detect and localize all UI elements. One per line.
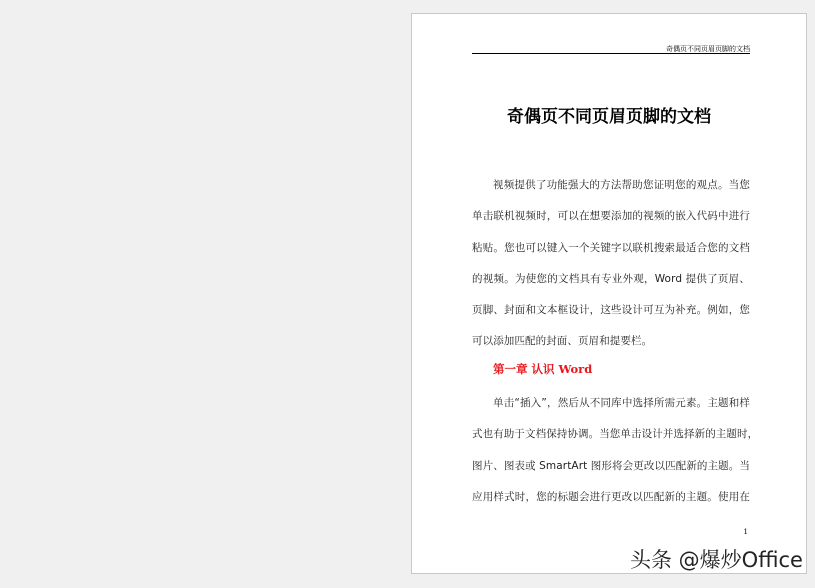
paragraph-line: 的视频。为使您的文档具有专业外观，Word 提供了页眉、 xyxy=(472,273,750,285)
paragraph-line: 单击联机视频时，可以在想要添加的视频的嵌入代码中进行 xyxy=(472,210,750,222)
paragraph-line: 视频提供了功能强大的方法帮助您证明您的观点。当您 xyxy=(493,179,750,191)
paragraph-line: 式也有助于文档保持协调。当您单击设计并选择新的主题时， xyxy=(472,428,759,440)
page-header-text: 奇偶页不同页眉页脚的文档 xyxy=(666,45,750,53)
document-title: 奇偶页不同页眉页脚的文档 xyxy=(507,107,711,127)
header-divider xyxy=(472,53,750,54)
page-number: 1 xyxy=(743,528,748,536)
paragraph-line: 图片、图表或 SmartArt 图形将会更改以匹配新的主题。当 xyxy=(472,460,750,472)
paragraph-line: 单击“插入”，然后从不同库中选择所需元素。主题和样 xyxy=(493,397,750,409)
document-page xyxy=(411,13,807,574)
watermark: 头条 @爆炒Office xyxy=(630,548,803,572)
chapter-heading: 第一章 认识 Word xyxy=(493,362,593,376)
paragraph-line: 粘贴。您也可以键入一个关键字以联机搜索最适合您的文档 xyxy=(472,242,750,254)
paragraph-line: 页脚、封面和文本框设计，这些设计可互为补充。例如，您 xyxy=(472,304,750,316)
paragraph-line: 应用样式时，您的标题会进行更改以匹配新的主题。使用在 xyxy=(472,491,750,503)
paragraph-line: 可以添加匹配的封面、页眉和提要栏。 xyxy=(472,335,653,347)
